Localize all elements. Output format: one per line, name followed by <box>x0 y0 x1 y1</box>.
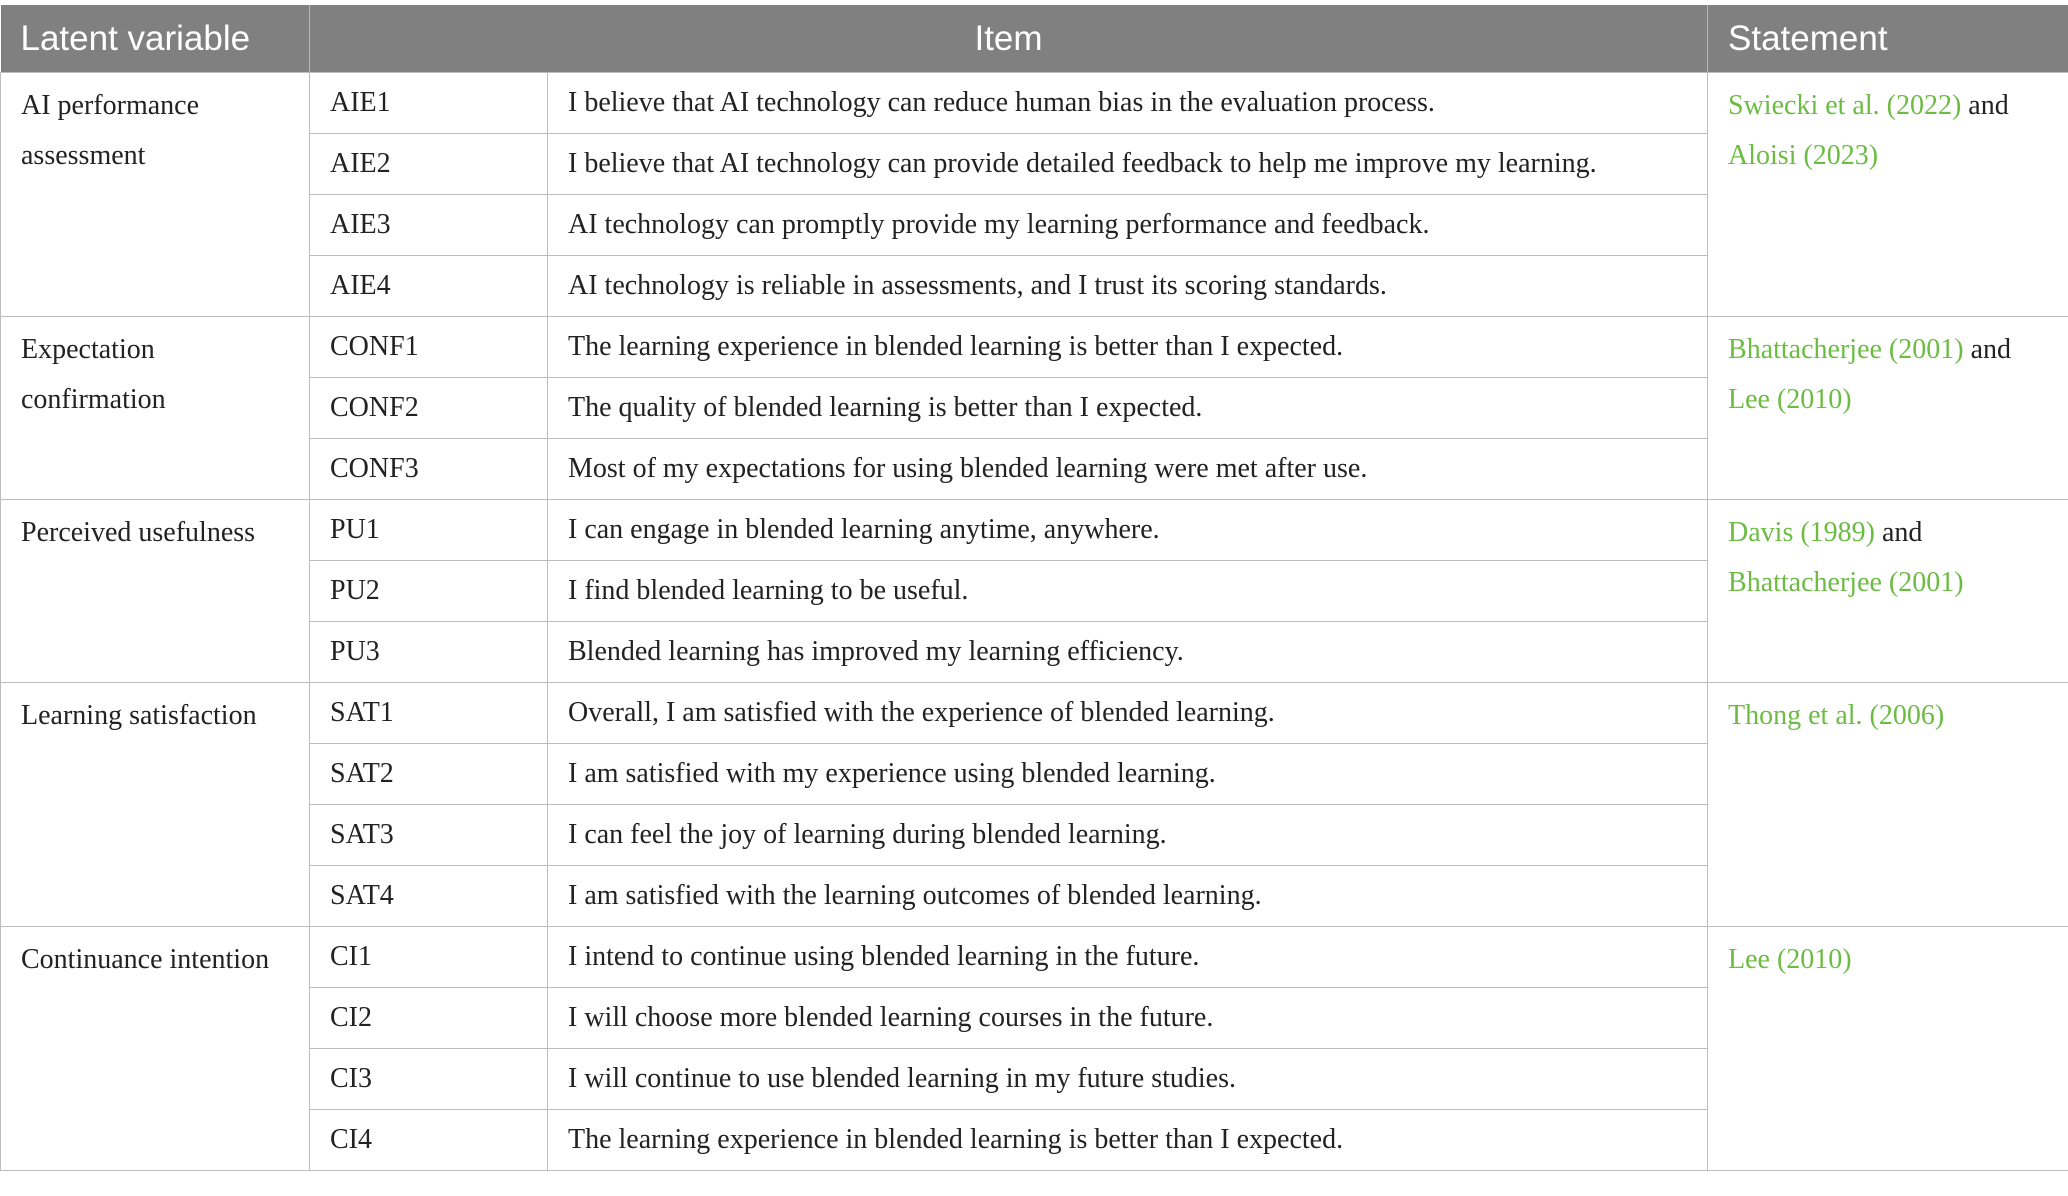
item-code-cell: AIE1 <box>310 73 548 134</box>
item-code-cell: CONF2 <box>310 378 548 439</box>
statement-source-cell <box>1708 683 2068 927</box>
item-code-cell: PU1 <box>310 500 548 561</box>
table-row <box>1 927 2068 988</box>
item-text-cell: The learning experience in blended learning is better than I expected. <box>548 317 1708 378</box>
header-row <box>1 5 2068 73</box>
statement-source-cell <box>1708 317 2068 500</box>
reference-conjunction: and <box>1968 90 2009 121</box>
item-code-cell: CONF3 <box>310 439 548 500</box>
table-row <box>1 683 2068 744</box>
reference-link[interactable]: Lee (2010) <box>1728 384 1852 415</box>
latent-variable-cell: Perceived usefulness <box>1 500 310 683</box>
table-row <box>1 73 2068 134</box>
reference-link[interactable]: Bhattacherjee (2001) <box>1728 567 1964 598</box>
item-code-cell: AIE3 <box>310 195 548 256</box>
item-text-cell: I will continue to use blended learning in my future studies. <box>548 1049 1708 1110</box>
item-code-cell: CI2 <box>310 988 548 1049</box>
reference-link[interactable]: Aloisi (2023) <box>1728 140 1879 171</box>
reference-link[interactable]: Lee (2010) <box>1728 944 1852 975</box>
item-text-cell: I believe that AI technology can provide detailed feedback to help me improve my learning. <box>548 134 1708 195</box>
table-row <box>1 317 2068 378</box>
item-code-cell: PU2 <box>310 561 548 622</box>
item-text-cell: I will choose more blended learning courses in the future. <box>548 988 1708 1049</box>
header-item: Item <box>310 5 1708 73</box>
table-row <box>1 500 2068 561</box>
latent-variable-cell: Continuance intention <box>1 927 310 1171</box>
item-code-cell: AIE4 <box>310 256 548 317</box>
item-code-cell: CI4 <box>310 1110 548 1171</box>
item-text-cell: AI technology is reliable in assessments, and I trust its scoring standards. <box>548 256 1708 317</box>
item-text-cell: I believe that AI technology can reduce human bias in the evaluation process. <box>548 73 1708 134</box>
latent-variable-cell: Learning satisfaction <box>1 683 310 927</box>
statement-source-cell <box>1708 927 2068 1171</box>
item-code-cell: SAT2 <box>310 744 548 805</box>
reference-link[interactable]: Bhattacherjee (2001) <box>1728 334 1964 365</box>
header-statement: Statement <box>1708 5 2068 73</box>
item-text-cell: The quality of blended learning is better than I expected. <box>548 378 1708 439</box>
statement-source-cell <box>1708 500 2068 683</box>
item-text-cell: Blended learning has improved my learning efficiency. <box>548 622 1708 683</box>
item-text-cell: The learning experience in blended learning is better than I expected. <box>548 1110 1708 1171</box>
latent-variable-cell: Expectation confirmation <box>1 317 310 500</box>
item-code-cell: SAT3 <box>310 805 548 866</box>
item-text-cell: I intend to continue using blended learning in the future. <box>548 927 1708 988</box>
statement-source-cell <box>1708 73 2068 317</box>
reference-link[interactable]: Swiecki et al. (2022) <box>1728 90 1962 121</box>
item-code-cell: SAT1 <box>310 683 548 744</box>
item-text-cell: Most of my expectations for using blended learning were met after use. <box>548 439 1708 500</box>
item-text-cell: AI technology can promptly provide my learning performance and feedback. <box>548 195 1708 256</box>
header-latent-variable: Latent variable <box>1 5 310 73</box>
reference-conjunction: and <box>1882 517 1923 548</box>
item-code-cell: SAT4 <box>310 866 548 927</box>
latent-variable-cell: AI performance assessment <box>1 73 310 317</box>
item-code-cell: CI3 <box>310 1049 548 1110</box>
reference-link[interactable]: Davis (1989) <box>1728 517 1875 548</box>
item-code-cell: AIE2 <box>310 134 548 195</box>
item-text-cell: I am satisfied with the learning outcomes of blended learning. <box>548 866 1708 927</box>
item-code-cell: CI1 <box>310 927 548 988</box>
item-code-cell: CONF1 <box>310 317 548 378</box>
table-body <box>1 73 2068 1171</box>
item-text-cell: I can feel the joy of learning during blended learning. <box>548 805 1708 866</box>
item-text-cell: I can engage in blended learning anytime, anywhere. <box>548 500 1708 561</box>
reference-link[interactable]: Thong et al. (2006) <box>1728 700 1945 731</box>
reference-conjunction: and <box>1970 334 2012 365</box>
item-code-cell: PU3 <box>310 622 548 683</box>
item-text-cell: I find blended learning to be useful. <box>548 561 1708 622</box>
item-text-cell: I am satisfied with my experience using blended learning. <box>548 744 1708 805</box>
item-text-cell: Overall, I am satisfied with the experience of blended learning. <box>548 683 1708 744</box>
constructs-table <box>0 5 2068 1171</box>
